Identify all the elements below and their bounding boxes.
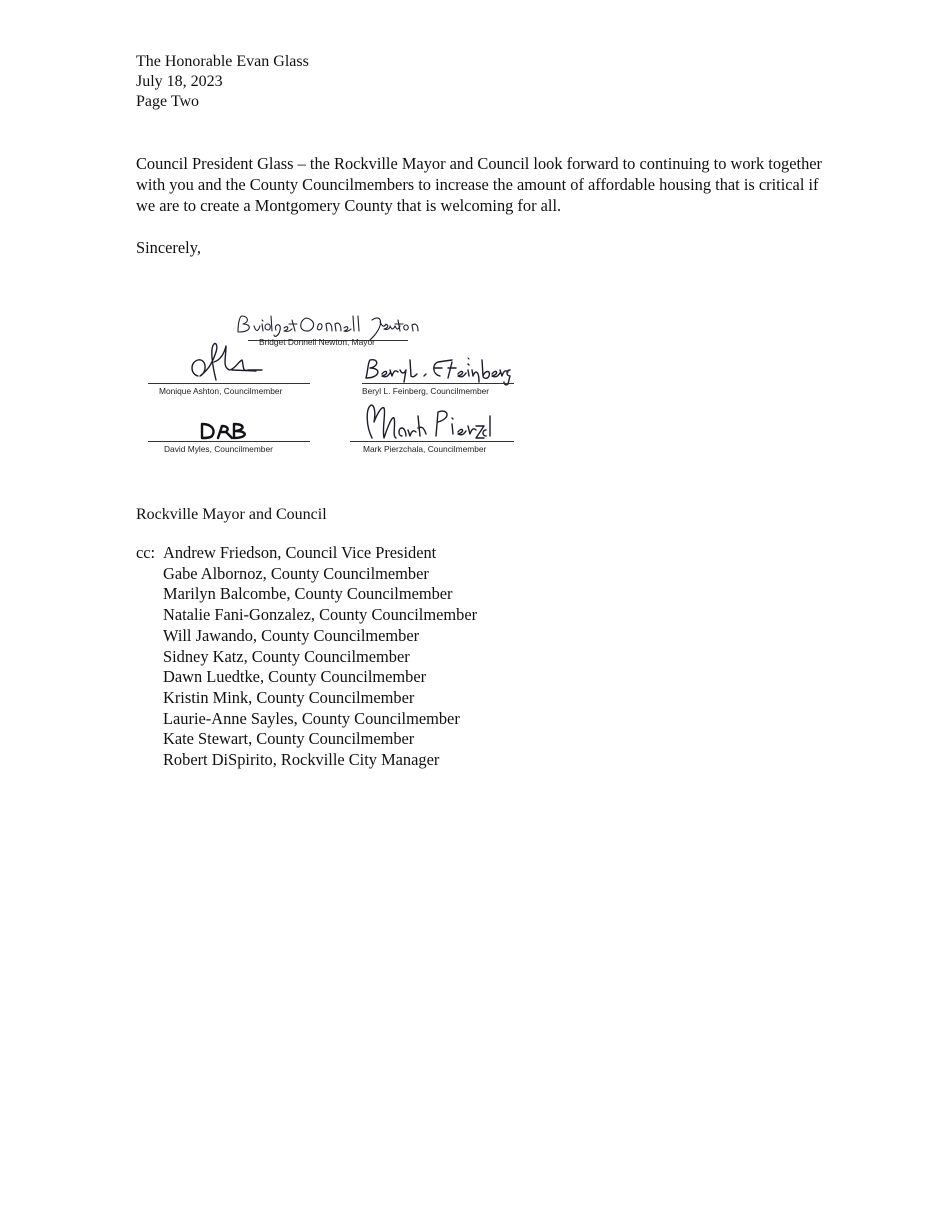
cc-recipient: Kate Stewart, County Councilmember	[163, 729, 415, 749]
cc-recipient: Robert DiSpirito, Rockville City Manager	[163, 750, 440, 770]
letter-header	[136, 52, 309, 112]
signature-feinberg	[360, 356, 510, 386]
cc-recipient: Dawn Luedtke, County Councilmember	[163, 667, 427, 687]
signature-line-ashton	[148, 383, 310, 384]
closing-salutation: Sincerely,	[136, 238, 201, 257]
signature-line-feinberg	[362, 383, 514, 384]
caption-pierzchala: Mark Pierzchala, Councilmember	[363, 444, 487, 454]
cc-recipient: Marilyn Balcombe, County Councilmember	[163, 584, 453, 604]
caption-feinberg: Beryl L. Feinberg, Councilmember	[362, 386, 490, 396]
cc-list	[163, 543, 477, 771]
signature-mayor	[234, 312, 424, 338]
cc-recipient: Laurie-Anne Sayles, County Councilmember	[163, 708, 460, 728]
caption-ashton: Monique Ashton, Councilmember	[159, 386, 283, 396]
cc-recipient: Sidney Katz, County Councilmember	[163, 646, 410, 666]
recipient-name: The Honorable Evan Glass	[136, 53, 309, 70]
page-number: Page Two	[136, 93, 200, 110]
cc-recipient: Kristin Mink, County Councilmember	[163, 687, 415, 707]
cc-recipient: Will Jawando, County Councilmember	[163, 625, 420, 645]
signature-ashton	[186, 340, 266, 386]
signature-line-myles	[148, 441, 310, 442]
cc-recipient: Andrew Friedson, Council Vice President	[163, 543, 437, 562]
signature-line-pierzchala	[350, 441, 514, 442]
signature-block	[140, 300, 530, 465]
body-paragraph: Council President Glass – the Rockville Mayor and Council look forward to continuing to work together with you and the County Councilmembers to increase the amount of affordable housing that is critical if we are to create a Montgomery County that is welcoming for all.	[136, 154, 823, 215]
signoff-name: Rockville Mayor and Council	[136, 506, 327, 523]
caption-mayor: Bridget Donnell Newton, Mayor	[259, 337, 375, 347]
cc-recipient: Gabe Albornoz, County Councilmember	[163, 563, 429, 583]
signature-pierzchala	[362, 402, 492, 442]
caption-myles: David Myles, Councilmember	[164, 444, 273, 454]
letter-date: July 18, 2023	[136, 73, 223, 90]
signature-myles	[198, 420, 260, 442]
cc-recipient: Natalie Fani-Gonzalez, County Councilmember	[163, 605, 478, 625]
cc-label: cc:	[136, 543, 156, 562]
